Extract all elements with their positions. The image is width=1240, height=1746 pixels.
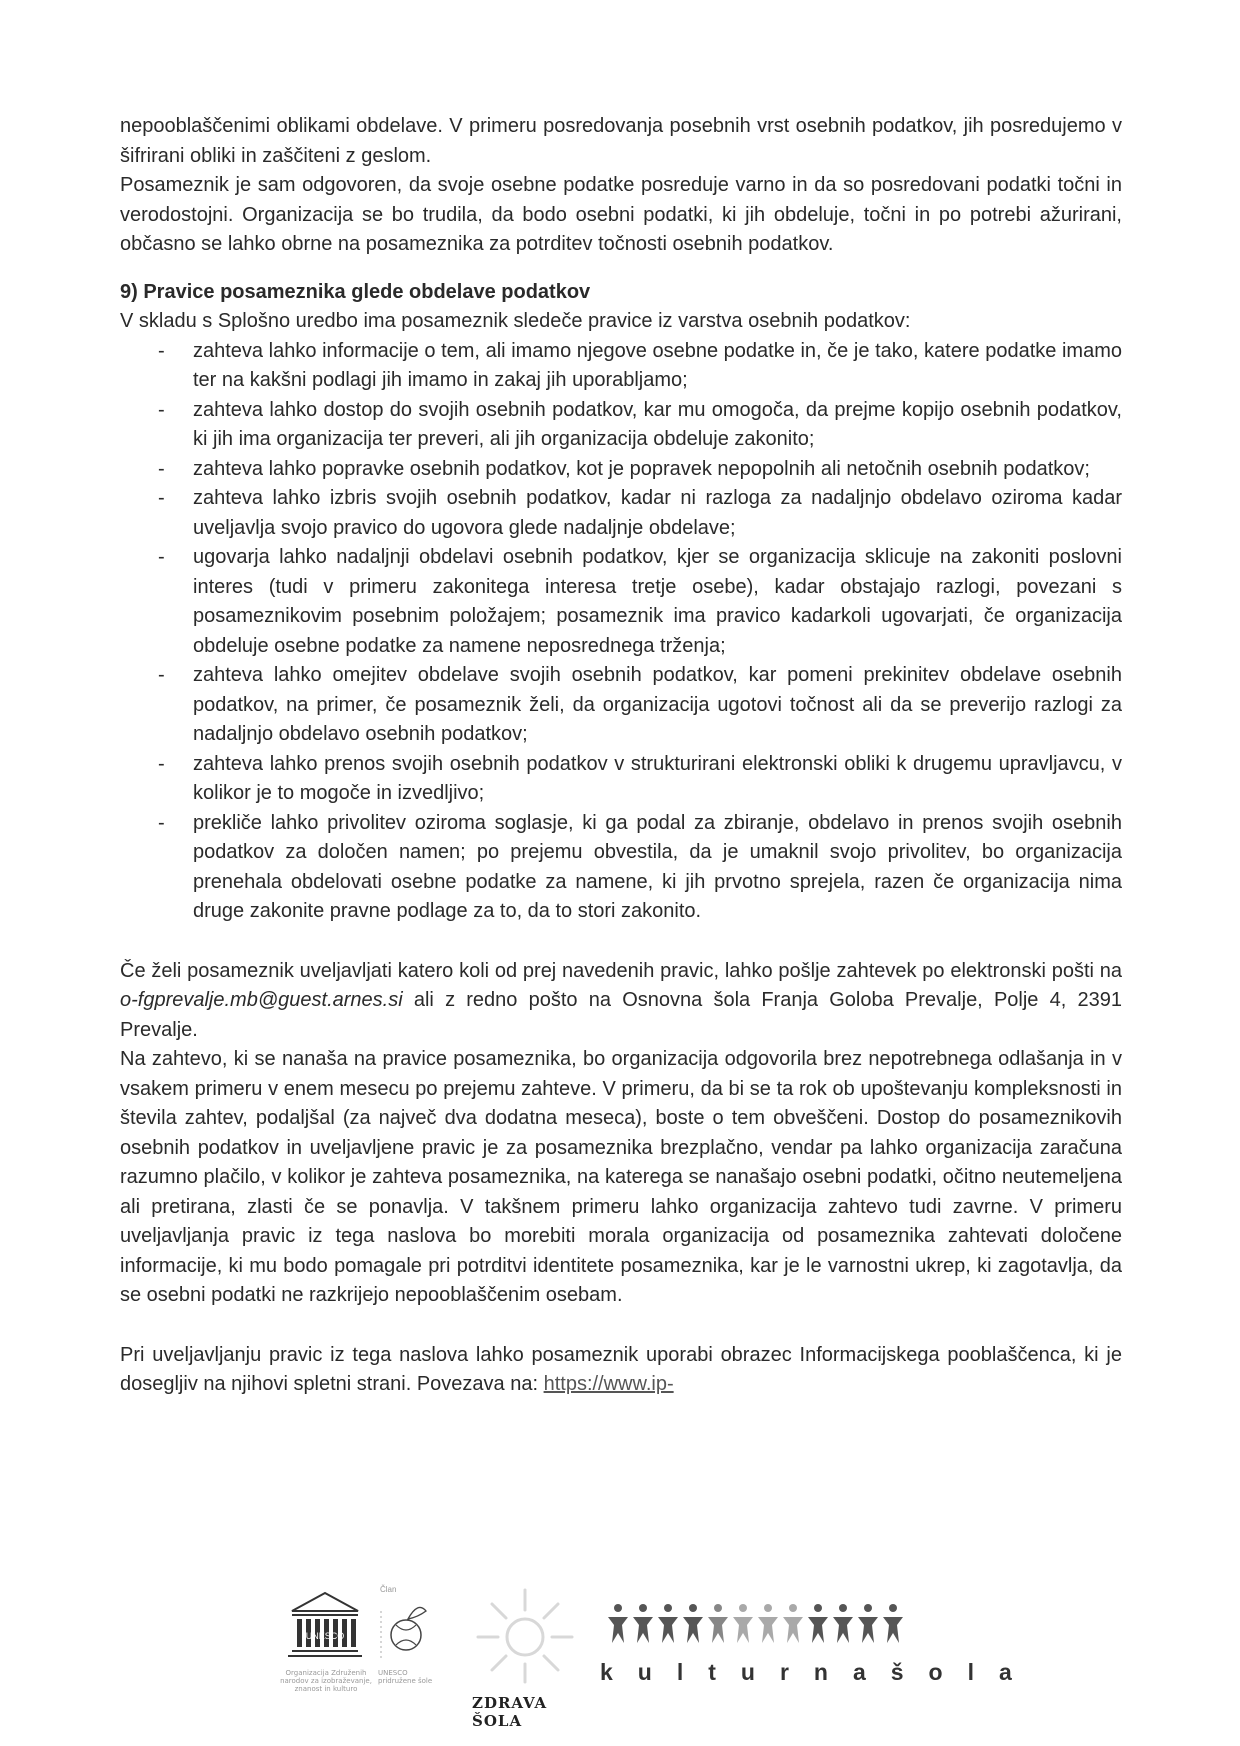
intro-paragraph-1: nepooblaščenimi oblikami obdelave. V primeru posredovanja posebnih vrst osebnih podatkov, jih posredujemo v šifrirani obliki in zaščiteni z geslom. [120, 115, 1122, 167]
rights-list [120, 337, 1122, 927]
kulturna-sola-logo [600, 1597, 1037, 1697]
section-9-lead: V skladu s Splošno uredbo ima posameznik sledeče pravice iz varstva osebnih podatkov: [120, 310, 911, 332]
intro-paragraph-2: Posameznik je sam odgovoren, da svoje osebne podatke posreduje varno in da so posredovani podatki točni in verodostojni. Organizacija se bo trudila, da bodo osebni podatki, ki jih obdeluje, točni in po potrebi ažurirani, občasno se lahko obrne na posameznika za potrditev točnosti osebnih podatkov. [120, 174, 1122, 255]
list-item: - zahteva lahko prenos svojih osebnih podatkov v strukturirani elektronski obliki k drugemu upravljavcu, v kolikor je to mogoče in izvedljivo; [120, 750, 1122, 809]
form-text: Pri uveljavljanju pravic iz tega naslova lahko posameznik uporabi obrazec Informacijskega pooblaščenca, ki je dosegljiv na njihovi spletni strani. Povezava na: [120, 1343, 1122, 1395]
zdrava-sola-logo [470, 1582, 590, 1730]
section-gap [120, 1311, 1122, 1341]
member-label: Član [380, 1585, 397, 1594]
list-item: - zahteva lahko dostop do svojih osebnih podatkov, kar mu omogoča, da prejme kopijo osebnih podatkov, ki jih ima organizacija ter preveri, ali jih organizacija obdeluje zakonito; [120, 396, 1122, 455]
section-gap [120, 927, 1122, 957]
list-item: - zahteva lahko omejitev obdelave svojih osebnih podatkov, kar pomeni prekinitev obdelave osebnih podatkov, na primer, če posameznik želi, da organizacija ugotovi točnost ali da se preverijo razlogi za nadaljnjo obdelavo osebnih podatkov; [120, 661, 1122, 750]
globe-leaf-icon [378, 1591, 438, 1671]
form-paragraph [120, 1341, 1122, 1400]
figures-row-icon [600, 1597, 960, 1652]
list-item: - zahteva lahko izbris svojih osebnih podatkov, kadar ni razloga za nadaljnjo obdelavo oziroma kadar uveljavlja svojo pravico do ugovora glede nadaljnje obdelave; [120, 484, 1122, 543]
contact-paragraph [120, 957, 1122, 1046]
unesco-logo [280, 1577, 370, 1707]
list-item: - zahteva lahko informacije o tem, ali imamo njegove osebne podatke in, če je tako, katere podatke imamo ter na kakšni podlagi jih imamo in zakaj jih uporabljamo; [120, 337, 1122, 396]
footer-logos [0, 1577, 1240, 1730]
sun-icon [470, 1582, 580, 1687]
contact-text-before: Če želi posameznik uveljavljati katero koli od prej navedenih pravic, lahko pošlje zahtevek po elektronski pošti na [120, 959, 1122, 982]
email-address[interactable]: o-fgprevalje.mb@guest.arnes.si [120, 989, 403, 1011]
unesco-member-logo [378, 1577, 440, 1707]
list-item: - prekliče lahko privolitev oziroma soglasje, ki ga podal za zbiranje, obdelavo in prenos svojih osebnih podatkov za določen namen; po prejemu obvestila, da je umaknil svojo privolitev, bo organizacija prenehala obdelovati osebne podatke za namene, ki jih prvotno sprejela, razen če organizacija nima druge zakonite pravne podlage za to, da to stori zakonito. [120, 809, 1122, 927]
contact-text-after: ali z redno pošto na Osnovna šola Franja Goloba Prevalje, Polje 4, 2391 Prevalje. [120, 989, 1122, 1041]
member-caption: UNESCO pridružene šole [378, 1669, 433, 1685]
kulturna-sola-text: kulturnašola [600, 1659, 1037, 1685]
list-item: - zahteva lahko popravke osebnih podatkov, kot je popravek nepopolnih ali netočnih osebnih podatkov; [120, 455, 1122, 485]
unesco-temple-icon [280, 1577, 370, 1667]
list-item: - ugovarja lahko nadaljnji obdelavi osebnih podatkov, kjer se organizacija sklicuje na zakoniti poslovni interes (tudi v primeru zakonitega interesa tretje osebe), kadar obstajajo razlogi, povezani s posameznikovim posebnim položajem; posameznik ima pravico kadarkoli ugovarjati, če organizacija obdeluje osebne podatke za namene neposrednega trženja; [120, 543, 1122, 661]
ip-link[interactable]: https://www.ip- [543, 1373, 674, 1395]
response-paragraph: Na zahtevo, ki se nanaša na pravice posameznika, bo organizacija odgovorila brez nepotrebnega odlašanja in v vsakem primeru v enem mesecu po prejemu zahteve. V primeru, da bi se ta rok ob upoštevanju kompleksnosti in števila zahtev, podaljšal (za največ dva dodatna meseca), boste o tem obveščeni. Dostop do posameznikovih osebnih podatkov in uveljavljene pravic je za posameznika brezplačno, vendar pa lahko organizacija zaračuna razumno plačilo, v kolikor je zahteva posameznika, na katerega se nanašajo osebni podatki, očitno neutemeljena ali pretirana, zlasti če se ponavlja. V takšnem primeru lahko organizacija zahtevo tudi zavrne. V primeru uveljavljanja pravic iz tega naslova bo morebiti morala organizacija od posameznika zahtevati določene informacije, ki mu bodo pomagale pri potrditvi identitete posameznika, kar je le varnostni ukrep, ki zagotavlja, da se osebni podatki ne razkrijejo nepooblaščenim osebam. [120, 1048, 1122, 1306]
document-page [120, 112, 1122, 1400]
section-9-title: 9) Pravice posameznika glede obdelave podatkov [120, 280, 591, 303]
unesco-caption: Organizacija Združenih narodov za izobraževanje, znanost in kulturo [280, 1669, 372, 1693]
unesco-wordmark: UNESCO [305, 1631, 345, 1641]
zdrava-sola-text: ZDRAVA ŠOLA [472, 1694, 548, 1730]
